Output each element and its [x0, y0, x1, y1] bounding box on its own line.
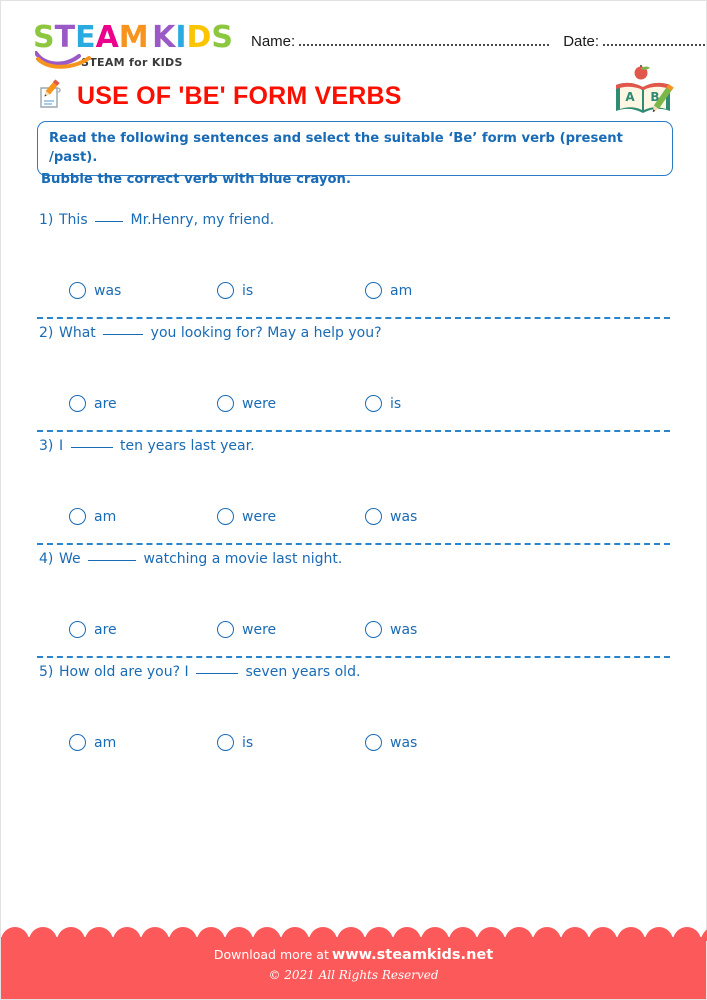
option-bubble[interactable]	[217, 734, 234, 751]
logo-letter-a-3: A	[95, 20, 119, 55]
logo-letter-m-4: M	[118, 20, 149, 55]
option-bubble[interactable]	[365, 282, 382, 299]
svg-text:B: B	[650, 90, 660, 104]
page-header	[1, 20, 706, 75]
date-label: Date:	[563, 33, 600, 50]
option-label: are	[94, 621, 117, 638]
question-text-after: you looking for? May a help you?	[146, 325, 382, 341]
question-text-2	[39, 319, 706, 341]
option-bubble[interactable]	[365, 734, 382, 751]
option-4-1[interactable]	[69, 621, 217, 638]
download-label: Download more at	[213, 947, 329, 962]
svg-text:A: A	[625, 90, 635, 104]
question-block-4	[1, 545, 706, 658]
answer-blank[interactable]	[103, 334, 143, 335]
page-footer	[1, 927, 706, 999]
option-2-1[interactable]	[69, 395, 217, 412]
option-3-1[interactable]	[69, 508, 217, 525]
option-bubble[interactable]	[69, 395, 86, 412]
option-label: were	[242, 508, 277, 525]
pencil-paper-icon	[33, 79, 67, 113]
option-bubble[interactable]	[365, 621, 382, 638]
option-label: am	[94, 734, 117, 751]
footer-body	[1, 937, 706, 999]
option-2-2[interactable]	[217, 395, 365, 412]
question-text-4	[39, 545, 706, 567]
logo-letter-i-6: I	[175, 20, 187, 55]
option-label: is	[242, 734, 254, 751]
questions-list	[1, 206, 706, 751]
question-number: 5)	[39, 664, 54, 680]
option-label: were	[242, 621, 277, 638]
answer-blank[interactable]	[196, 673, 238, 674]
options-row-1	[69, 282, 706, 299]
question-text-5	[39, 658, 706, 680]
name-label: Name:	[251, 33, 296, 50]
option-label: was	[390, 734, 418, 751]
option-label: is	[242, 282, 254, 299]
instruction-box	[37, 121, 673, 176]
options-row-4	[69, 621, 706, 638]
option-1-3[interactable]	[365, 282, 513, 299]
question-text-after: watching a movie last night.	[139, 551, 343, 567]
option-1-1[interactable]	[69, 282, 217, 299]
option-5-1[interactable]	[69, 734, 217, 751]
question-text-before: What	[59, 325, 101, 341]
option-3-3[interactable]	[365, 508, 513, 525]
question-block-5	[1, 658, 706, 751]
option-bubble[interactable]	[217, 282, 234, 299]
question-block-1	[1, 206, 706, 319]
option-label: was	[390, 508, 418, 525]
options-row-3	[69, 508, 706, 525]
logo-letter-s-8: S	[211, 20, 233, 55]
question-text-before: I	[59, 438, 68, 454]
option-label: were	[242, 395, 277, 412]
option-label: was	[390, 621, 418, 638]
steam-kids-logo	[33, 20, 233, 69]
instruction-text: Read the following sentences and select the suitable ‘Be’ form verb (present /past).	[49, 131, 623, 166]
option-bubble[interactable]	[365, 508, 382, 525]
answer-blank[interactable]	[88, 560, 136, 561]
option-label: are	[94, 395, 117, 412]
question-number: 4)	[39, 551, 54, 567]
site-url[interactable]: www.steamkids.net	[331, 947, 494, 963]
option-label: was	[94, 282, 122, 299]
logo-letter-e-2: E	[75, 20, 96, 55]
logo-letter-d-7: D	[186, 20, 212, 55]
copyright-text: © 2021 All Rights Reserved	[268, 968, 439, 982]
question-block-2	[1, 319, 706, 432]
question-text-3	[39, 432, 706, 454]
question-number: 3)	[39, 438, 54, 454]
option-bubble[interactable]	[69, 734, 86, 751]
option-5-3[interactable]	[365, 734, 513, 751]
option-label: am	[390, 282, 413, 299]
option-label: is	[390, 395, 402, 412]
logo-letters	[33, 20, 233, 55]
option-5-2[interactable]	[217, 734, 365, 751]
logo-tagline: STEAM for KIDS	[81, 56, 183, 69]
option-bubble[interactable]	[217, 508, 234, 525]
logo-letter-k-5: K	[152, 20, 176, 55]
question-number: 2)	[39, 325, 54, 341]
option-bubble[interactable]	[217, 395, 234, 412]
question-text-before: How old are you? I	[59, 664, 194, 680]
question-text-after: seven years old.	[241, 664, 361, 680]
question-number: 1)	[39, 212, 54, 228]
options-row-2	[69, 395, 706, 412]
option-bubble[interactable]	[365, 395, 382, 412]
date-input[interactable]	[603, 34, 707, 46]
sub-instruction-text: Bubble the correct verb with blue crayon.	[41, 172, 351, 187]
logo-letter-t-1: T	[54, 20, 76, 55]
option-bubble[interactable]	[69, 282, 86, 299]
logo-letter-s-0: S	[33, 20, 55, 55]
answer-blank[interactable]	[95, 221, 123, 222]
name-input[interactable]	[299, 34, 549, 46]
question-text-after: ten years last year.	[115, 438, 255, 454]
name-date-row	[251, 33, 707, 50]
option-1-2[interactable]	[217, 282, 365, 299]
title-row	[33, 77, 402, 115]
page-title: USE OF 'BE' FORM VERBS	[77, 81, 402, 110]
option-4-3[interactable]	[365, 621, 513, 638]
abc-book-icon	[610, 65, 678, 119]
option-label: am	[94, 508, 117, 525]
option-bubble[interactable]	[217, 621, 234, 638]
options-row-5	[69, 734, 706, 751]
option-3-2[interactable]	[217, 508, 365, 525]
download-line	[1, 947, 706, 963]
option-bubble[interactable]	[69, 621, 86, 638]
option-2-3[interactable]	[365, 395, 513, 412]
question-text-before: This	[59, 212, 93, 228]
question-block-3	[1, 432, 706, 545]
option-4-2[interactable]	[217, 621, 365, 638]
answer-blank[interactable]	[71, 447, 113, 448]
question-text-before: We	[59, 551, 86, 567]
question-text-after: Mr.Henry, my friend.	[126, 212, 275, 228]
question-text-1	[39, 206, 706, 228]
option-bubble[interactable]	[69, 508, 86, 525]
